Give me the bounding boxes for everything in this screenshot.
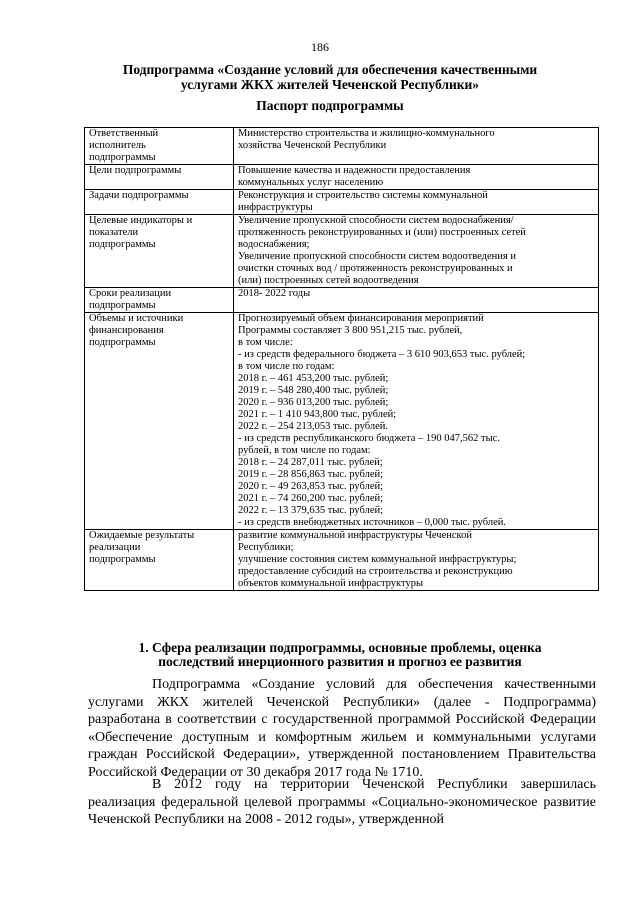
cell-line: подпрограммы xyxy=(89,152,156,163)
cell-line: подпрограммы xyxy=(89,239,156,250)
cell-line: 2018 г. – 24 287,011 тыс. рублей; xyxy=(238,457,383,468)
paragraph: Подпрограмма «Создание условий для обеспечения качественными услугами ЖКХ жителей Чеченской Республики» (далее - Подпрограмма) разработана в соответствии с государственной программой Российской Федерации «Обеспечение доступным и комфортным жильем и коммунальными услугами граждан Российской Федерации», утвержденной постановлением Правительства Российской Федерации от 30 декабря 2017 года № 1710. xyxy=(88,677,596,780)
cell-line: 2018- 2022 годы xyxy=(238,288,311,299)
cell-line: финансирования xyxy=(89,325,164,336)
row-label-cell xyxy=(85,215,234,288)
page-number: 186 xyxy=(311,40,329,54)
cell-line: - из средств республиканского бюджета – 190 047,562 тыс. xyxy=(238,433,500,444)
cell-line: Целевые индикаторы и xyxy=(89,215,193,226)
table-row xyxy=(85,165,599,190)
row-value-cell xyxy=(234,313,599,530)
cell-line: Ожидаемые результаты xyxy=(89,530,195,541)
table-row xyxy=(85,215,599,288)
row-value-cell xyxy=(234,288,599,313)
cell-line: Министерство строительства и жилищно-коммунального xyxy=(238,128,495,139)
cell-line: - из средств федерального бюджета – 3 610 903,653 тыс. рублей; xyxy=(238,349,526,360)
table-row xyxy=(85,313,599,530)
row-value-cell xyxy=(234,165,599,190)
title-line: Подпрограмма «Создание условий для обеспечения качественными xyxy=(122,62,538,77)
cell-line: Реконструкция и строительство системы коммунальной xyxy=(238,190,488,201)
cell-line: 2018 г. – 461 453,200 тыс. рублей; xyxy=(238,373,389,384)
cell-line: исполнитель xyxy=(89,140,146,151)
cell-line: протяженность реконструированных и (или) построенных сетей xyxy=(238,227,526,238)
cell-line: подпрограммы xyxy=(89,337,156,348)
cell-line: в том числе по годам: xyxy=(238,361,335,372)
passport-table xyxy=(84,127,599,591)
section-title-line: последствий инерционного развития и прогноз ее развития xyxy=(158,654,522,669)
cell-line: Задачи подпрограммы xyxy=(89,190,189,201)
cell-line: очистки сточных вод / протяженность реконструированных и xyxy=(238,263,513,274)
cell-line: Повышение качества и надежности предоставления xyxy=(238,165,471,176)
cell-line: Республики; xyxy=(238,542,294,553)
title-line: услугами ЖКХ жителей Чеченской Республики» xyxy=(180,77,480,92)
cell-line: 2020 г. – 49 263,853 тыс. рублей; xyxy=(238,481,384,492)
cell-line: 2019 г. – 28 856,863 тыс. рублей; xyxy=(238,469,384,480)
row-value-cell xyxy=(234,190,599,215)
cell-line: улучшение состояния систем коммунальной инфраструктуры; xyxy=(238,554,517,565)
section-title-line: 1. Сфера реализации подпрограммы, основные проблемы, оценка xyxy=(138,640,542,655)
cell-line: подпрограммы xyxy=(89,300,156,311)
cell-line: хозяйства Чеченской Республики xyxy=(238,140,387,151)
table-row xyxy=(85,128,599,165)
row-value-cell xyxy=(234,128,599,165)
cell-line: Ответственный xyxy=(89,128,159,139)
cell-line: показатели xyxy=(89,227,139,238)
cell-line: 2019 г. – 548 280,400 тыс. рублей; xyxy=(238,385,389,396)
cell-line: 2022 г. – 254 213,053 тыс. рублей. xyxy=(238,421,388,432)
paragraph: В 2012 году на территории Чеченской Республики завершилась реализация федеральной целевой программы «Социально-экономическое развитие Чеченской Республики на 2008 - 2012 годы», утвержденной xyxy=(88,777,596,827)
cell-line: Прогнозируемый объем финансирования мероприятий xyxy=(238,313,484,324)
cell-line: предоставление субсидий на строительства и реконструкцию xyxy=(238,566,513,577)
cell-line: Увеличение пропускной способности систем водоснабжения/ xyxy=(238,215,514,226)
row-label-cell xyxy=(85,288,234,313)
table-row xyxy=(85,288,599,313)
row-label-cell xyxy=(85,128,234,165)
cell-line: объектов коммунальной инфраструктуры xyxy=(238,578,423,589)
cell-line: развитие коммунальной инфраструктуры Чеченской xyxy=(238,530,472,541)
cell-line: Цели подпрограммы xyxy=(89,165,182,176)
cell-line: 2021 г. – 1 410 943,800 тыс. рублей; xyxy=(238,409,397,420)
cell-line: (или) построенных сетей водоотведения xyxy=(238,275,419,286)
cell-line: 2021 г. – 74 260,200 тыс. рублей; xyxy=(238,493,384,504)
cell-line: - из средств внебюджетных источников – 0,000 тыс. рублей. xyxy=(238,517,507,528)
section-title xyxy=(80,641,600,669)
cell-line: Объемы и источники xyxy=(89,313,184,324)
passport-title: Паспорт подпрограммы xyxy=(256,98,404,113)
cell-line: реализации xyxy=(89,542,141,553)
row-label-cell xyxy=(85,165,234,190)
cell-line: в том числе: xyxy=(238,337,293,348)
row-label-cell xyxy=(85,530,234,591)
cell-line: подпрограммы xyxy=(89,554,156,565)
row-value-cell xyxy=(234,530,599,591)
cell-line: 2022 г. – 13 379,635 тыс. рублей; xyxy=(238,505,384,516)
row-value-cell xyxy=(234,215,599,288)
cell-line: водоснабжения; xyxy=(238,239,310,250)
cell-line: Сроки реализации xyxy=(89,288,172,299)
table-row xyxy=(85,190,599,215)
cell-line: Программы составляет 3 800 951,215 тыс. рублей, xyxy=(238,325,463,336)
cell-line: 2020 г. – 936 013,200 тыс. рублей; xyxy=(238,397,389,408)
table-row xyxy=(85,530,599,591)
row-label-cell xyxy=(85,190,234,215)
row-label-cell xyxy=(85,313,234,530)
cell-line: инфраструктуры xyxy=(238,202,313,213)
cell-line: Увеличение пропускной способности систем водоотведения и xyxy=(238,251,516,262)
cell-line: рублей, в том числе по годам: xyxy=(238,445,371,456)
subprogram-title xyxy=(70,62,590,92)
cell-line: коммунальных услуг населению xyxy=(238,177,384,188)
